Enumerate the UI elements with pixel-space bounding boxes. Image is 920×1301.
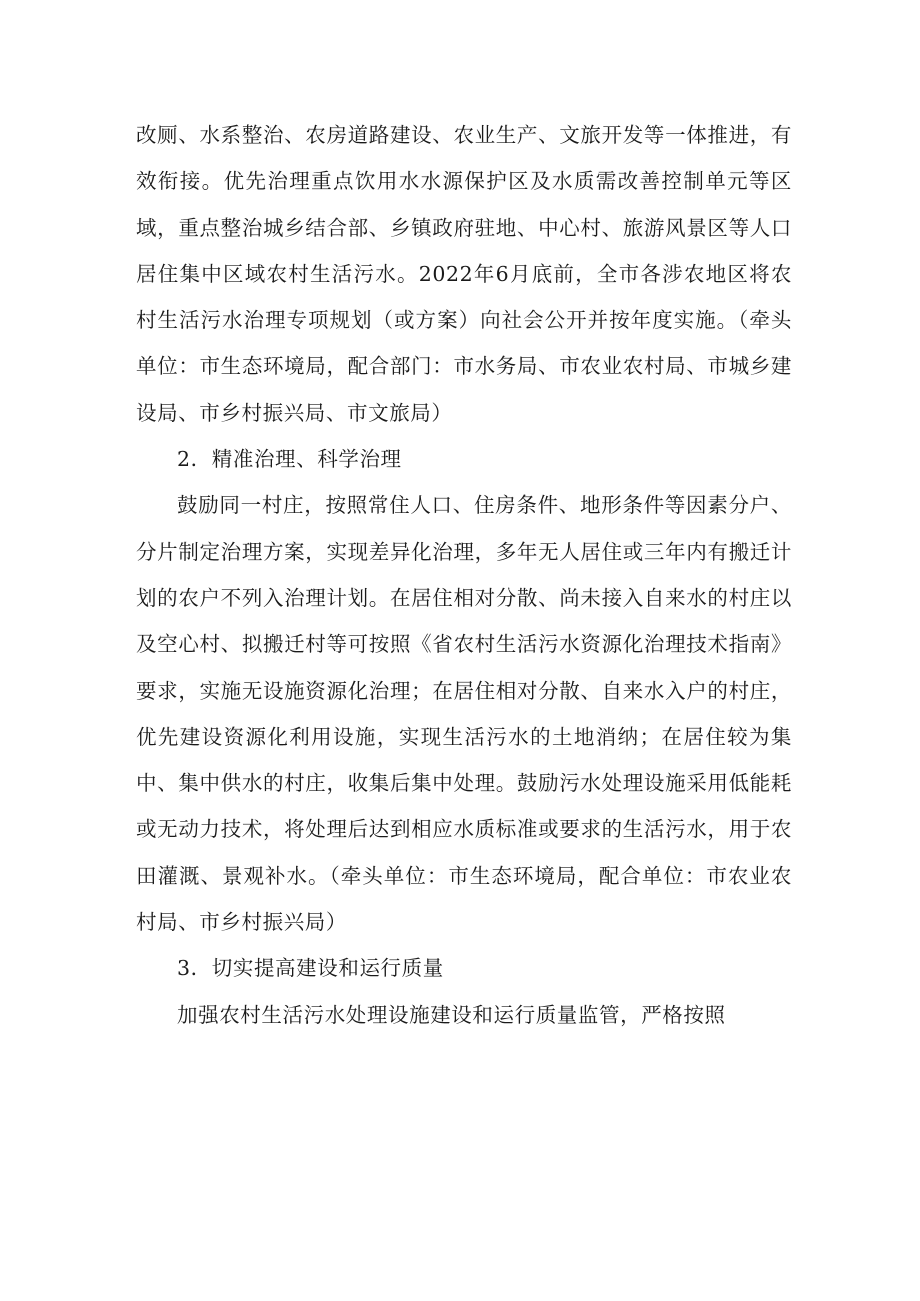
- document-body: [136, 112, 792, 1038]
- section-heading-3: 3．切实提高建设和运行质量: [177, 956, 444, 981]
- paragraph-precise-governance: 鼓励同一村庄，按照常住人口、住房条件、地形条件等因素分户、分片制定治理方案，实现差异化治理，多年无人居住或三年内有搬迁计划的农户不列入治理计划。在居住相对分散、尚未接入自来水的村庄以及空心村、拟搬迁村等可按照《省农村生活污水资源化治理技术指南》要求，实施无设施资源化治理；在居住相对分散、自来水入户的村庄，优先建设资源化利用设施，实现生活污水的土地消纳；在居住较为集中、集中供水的村庄，收集后集中处理。鼓励污水处理设施采用低能耗或无动力技术，将处理后达到相应水质标准或要求的生活污水，用于农田灌溉、景观补水。（牵头单位：市生态环境局，配合单位：市农业农村局、市乡村振兴局）: [136, 493, 792, 935]
- section-heading-2: 2．精准治理、科学治理: [177, 447, 402, 472]
- paragraph-continuation: 改厕、水系整治、农房道路建设、农业生产、文旅开发等一体推进，有效衔接。优先治理重点饮用水水源保护区及水质需改善控制单元等区域，重点整治城乡结合部、乡镇政府驻地、中心村、旅游风景区等人口居住集中区域农村生活污水。2022年6月底前，全市各涉农地区将农村生活污水治理专项规划（或方案）向社会公开并按年度实施。（牵头单位：市生态环境局，配合部门：市水务局、市农业农村局、市城乡建设局、市乡村振兴局、市文旅局）: [136, 123, 792, 425]
- paragraph-quality-supervision: 加强农村生活污水处理设施建设和运行质量监管，严格按照: [177, 1002, 726, 1027]
